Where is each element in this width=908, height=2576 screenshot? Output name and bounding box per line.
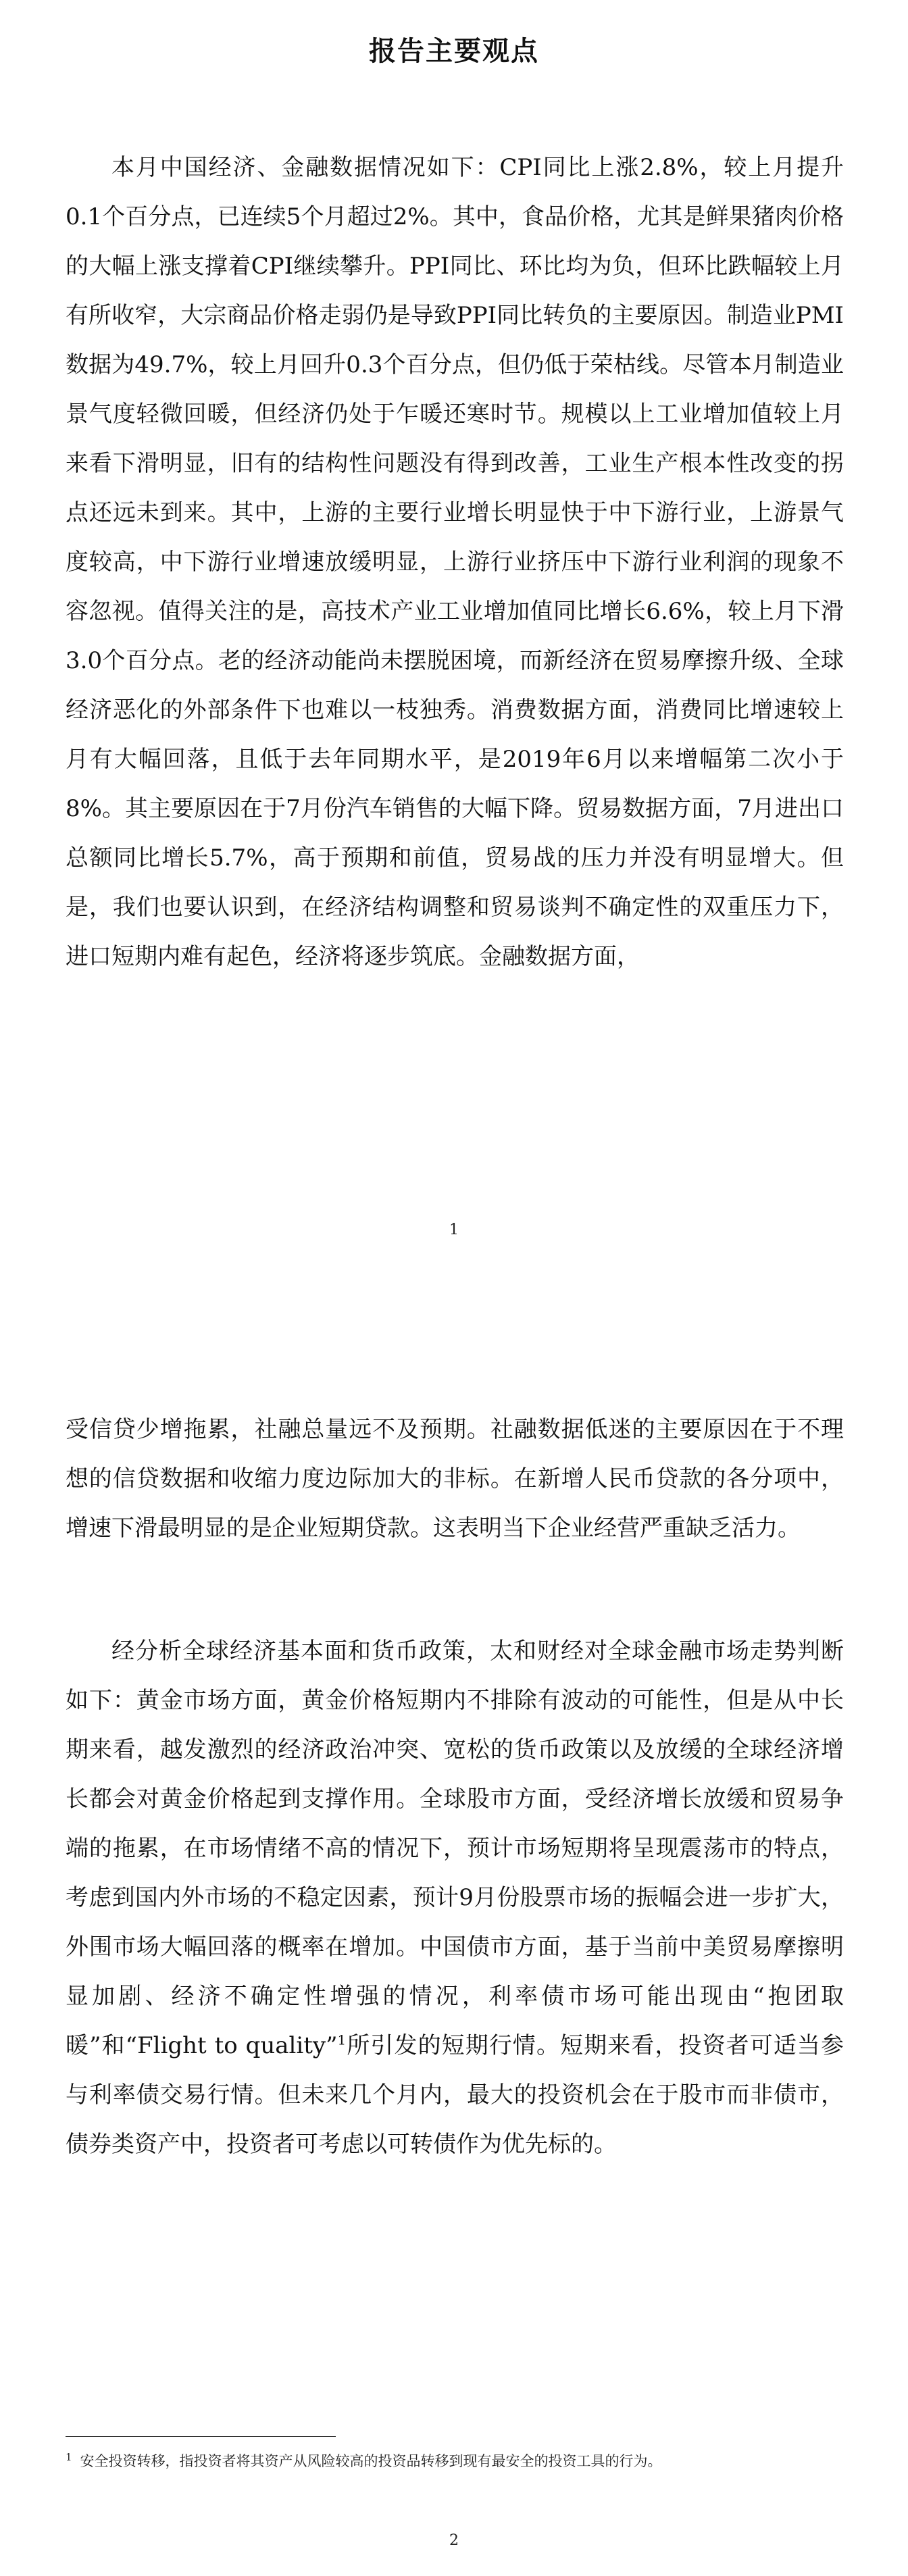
summary-paragraph-market-outlook	[66, 1627, 844, 2169]
summary-paragraph-continued: 受信贷少增拖累，社融总量远不及预期。社融数据低迷的主要原因在于不理想的信贷数据和收缩力度边际加大的非标。在新增人民币贷款的各分项中，增速下滑最明显的是企业短期贷款。这表明当下企业经营严重缺乏活力。	[66, 1416, 844, 1542]
footnote-divider	[66, 2436, 336, 2437]
footnote-mark: 1	[66, 2451, 72, 2463]
summary-paragraph-economic-data: 本月中国经济、金融数据情况如下：CPI同比上涨2.8%，较上月提升0.1个百分点，已连续5个月超过2%。其中，食品价格，尤其是鲜果猪肉价格的大幅上涨支撑着CPI继续攀升。PPI同比、环比均为负，但环比跌幅较上月有所收窄，大宗商品价格走弱仍是导致PPI同比转负的主要原因。制造业PMI数据为49.7%，较上月回升0.3个百分点，但仍低于荣枯线。尽管本月制造业景气度轻微回暖，但经济仍处于乍暖还寒时节。规模以上工业增加值较上月来看下滑明显，旧有的结构性问题没有得到改善，工业生产根本性改变的拐点还远未到来。其中，上游的主要行业增长明显快于中下游行业，上游景气度较高，中下游行业增速放缓明显，上游行业挤压中下游行业利润的现象不容忽视。值得关注的是，高技术产业工业增加值同比增长6.6%，较上月下滑3.0个百分点。老的经济动能尚未摆脱困境，而新经济在贸易摩擦升级、全球经济恶化的外部条件下也难以一枝独秀。消费数据方面，消费同比增速较上月有大幅回落，且低于去年同期水平，是2019年6月以来增幅第二次小于8%。其主要原因在于7月份汽车销售的大幅下降。贸易数据方面，7月进出口总额同比增长5.7%，高于预期和前值，贸易战的压力并没有明显增大。但是，我们也要认识到，在经济结构调整和贸易谈判不确定性的双重压力下，进口短期内难有起色，经济将逐步筑底。金融数据方面，	[66, 154, 844, 970]
footnote	[66, 2451, 844, 2471]
page-number: 2	[449, 2532, 459, 2549]
market-outlook-text-part2: 所引发的短期行情。短期来看，投资者可适当参与利率债交易行情。但未来几个月内，最大的投资机会在于股市而非债市，债券类资产中，投资者可考虑以可转债作为优先标的。	[66, 2032, 844, 2158]
document-page-2	[0, 1338, 908, 2576]
footnote-reference[interactable]: 1	[337, 2031, 347, 2048]
page-number: 1	[449, 1221, 459, 1238]
report-title: 报告主要观点	[369, 36, 539, 67]
market-outlook-text-part1: 经分析全球经济基本面和货币政策，太和财经对全球金融市场走势判断如下：黄金市场方面，黄金价格短期内不排除有波动的可能性，但是从中长期来看，越发激烈的经济政治冲突、宽松的货币政策以及放缓的全球经济增长都会对黄金价格起到支撑作用。全球股市方面，受经济增长放缓和贸易争端的拖累，在市场情绪不高的情况下，预计市场短期将呈现震荡市的特点，考虑到国内外市场的不稳定因素，预计9月份股票市场的振幅会进一步扩大，外围市场大幅回落的概率在增加。中国债市方面，基于当前中美贸易摩擦明显加剧、经济不确定性增强的情况，利率债市场可能出现由“抱团取暖”和“Flight to quality”	[66, 1638, 844, 2059]
footnote-text: 安全投资转移，指投资者将其资产从风险较高的投资品转移到现有最安全的投资工具的行为。	[80, 2453, 662, 2469]
